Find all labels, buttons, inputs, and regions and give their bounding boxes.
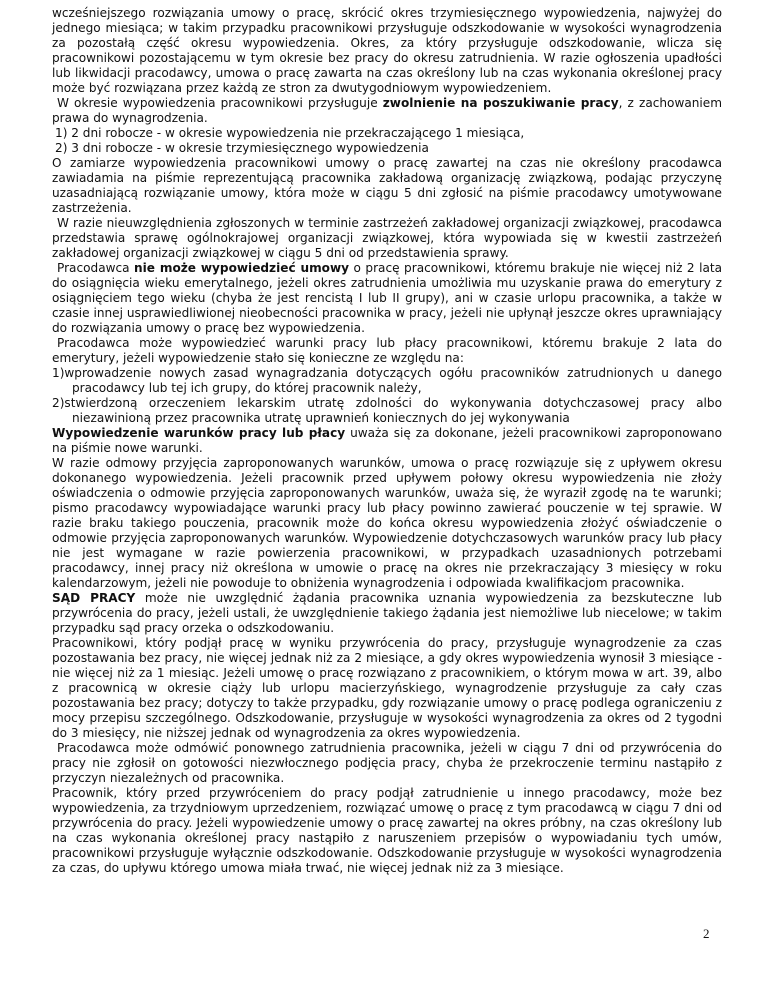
bold-term: nie może wypowiedzieć umowy bbox=[134, 261, 350, 275]
paragraph-p15 bbox=[52, 741, 722, 786]
text-run: 1)wprowadzenie nowych zasad wynagradzania dotyczących ogółu pracowników zatrudnionych u danego pracodawcy lub tej ich grupy, do której pracownik należy, bbox=[52, 366, 722, 395]
paragraph-p14 bbox=[52, 636, 722, 741]
text-run: Pracodawca może odmówić ponownego zatrudnienia pracownika, jeżeli w ciągu 7 dni od przywrócenia do pracy nie zgłosił on gotowości niezwłocznego podjęcia pracy, chyba że przekroczenie terminu nastąpiło z przyczyn niezależnych od pracownika. bbox=[52, 741, 722, 785]
paragraph-p6 bbox=[52, 216, 722, 261]
bold-term: Wypowiedzenie warunków pracy lub płacy bbox=[52, 426, 346, 440]
page-number: 2 bbox=[703, 926, 710, 941]
text-run: Pracodawca bbox=[57, 261, 135, 275]
text-run: , z zachowaniem prawa do wynagrodzenia. bbox=[52, 96, 722, 125]
paragraph-p3 bbox=[52, 126, 722, 141]
text-run: 2) 3 dni robocze - w okresie trzymiesięcznego wypowiedzenia bbox=[55, 141, 429, 155]
paragraph-p1 bbox=[52, 6, 722, 96]
bold-term: SĄD PRACY bbox=[52, 591, 136, 605]
document-body bbox=[52, 6, 722, 876]
paragraph-p4 bbox=[52, 141, 722, 156]
text-run: W razie nieuwzględnienia zgłoszonych w terminie zastrzeżeń zakładowej organizacji związkowej, pracodawca przedstawia sprawę ogólnokrajowej organizacji związkowej, która wypowiada się w kwestii zastrzeżeń zakładowej organizacji związkowej w ciągu 5 dni od przedstawienia sprawy. bbox=[52, 216, 722, 260]
paragraph-p2 bbox=[52, 96, 722, 126]
paragraph-p7 bbox=[52, 261, 722, 336]
text-run: W okresie wypowiedzenia pracownikowi przysługuje bbox=[57, 96, 383, 110]
paragraph-p16 bbox=[52, 786, 722, 876]
text-run: uważa się za dokonane, jeżeli pracownikowi zaproponowano na piśmie nowe warunki. bbox=[52, 426, 722, 455]
text-run: wcześniejszego rozwiązania umowy o pracę, skrócić okres trzymiesięcznego wypowiedzenia, najwyżej do jednego miesiąca; w takim przypadku pracownikowi przysługuje odszkodowanie w wysokości wynagrodzenia za pozostałą część okresu wypowiedzenia. Okres, za który przysługuje odszkodowanie, wlicza się pracownikowi pozostającemu w tym okresie bez pracy do okresu zatrudnienia. W razie ogłoszenia upadłości lub likwidacji pracodawcy, umowa o pracę zawarta na czas określony lub na czas wykonania określonej pracy może być rozwiązana przez każdą ze stron za dwutygodniowym wypowiedzeniem. bbox=[52, 6, 722, 95]
text-run: O zamiarze wypowiedzenia pracownikowi umowy o pracę zawartej na czas nie określony pracodawca zawiadamia na piśmie reprezentującą pracownika zakładową organizację związkową, podając przyczynę uzasadniającą rozwiązanie umowy, która może w ciągu 5 dni zgłosić na piśmie pracodawcy umotywowane zastrzeżenia. bbox=[52, 156, 722, 215]
text-run: Pracodawca może wypowiedzieć warunki pracy lub płacy pracownikowi, któremu brakuje 2 lata do emerytury, jeżeli wypowiedzenie stało się konieczne ze względu na: bbox=[52, 336, 722, 365]
paragraph-p5 bbox=[52, 156, 722, 216]
paragraph-p8 bbox=[52, 336, 722, 366]
bold-term: zwolnienie na poszukiwanie pracy bbox=[382, 96, 619, 110]
text-run: może nie uwzględnić żądania pracownika uznania wypowiedzenia za bezskuteczne lub przywrócenia do pracy, jeżeli ustali, że uwzględnienie takiego żądania jest niemożliwe lub niecelowe; w takim przypadku sąd pracy orzeka o odszkodowaniu. bbox=[52, 591, 722, 635]
paragraph-p9 bbox=[52, 366, 722, 396]
paragraph-p10 bbox=[52, 396, 722, 426]
text-run: Pracownik, który przed przywróceniem do pracy podjął zatrudnienie u innego pracodawcy, może bez wypowiedzenia, za trzydniowym uprzedzeniem, rozwiązać umowę o pracę z tym pracodawcą w ciągu 7 dni od przywrócenia do pracy. Jeżeli wypowiedzenie umowy o pracę zawartej na okres próbny, na czas określony lub na czas wykonania określonej pracy nastąpiło z naruszeniem przepisów o wypowiadaniu tych umów, pracownikowi przysługuje wyłącznie odszkodowanie. Odszkodowanie przysługuje w wysokości wynagrodzenia za czas, do upływu którego umowa miała trwać, nie więcej jednak niż za 3 miesiące. bbox=[52, 786, 722, 875]
text-run: W razie odmowy przyjęcia zaproponowanych warunków, umowa o pracę rozwiązuje się z upływem okresu dokonanego wypowiedzenia. Jeżeli pracownik przed upływem połowy okresu wypowiedzenia nie złoży oświadczenia o odmowie przyjęcia zaproponowanych warunków, uważa się, że wyraził zgodę na te warunki; pismo pracodawcy wypowiadające warunki pracy lub płacy powinno zawierać pouczenie w tej sprawie. W razie braku takiego pouczenia, pracownik może do końca okresu wypowiedzenia złożyć oświadczenie o odmowie przyjęcia zaproponowanych warunków. Wypowiedzenie dotychczasowych warunków pracy lub płacy nie jest wymagane w razie powierzenia pracownikowi, w przypadkach uzasadnionych potrzebami pracodawcy, innej pracy niż określona w umowie o pracę na okres nie przekraczający 3 miesięcy w roku kalendarzowym, jeżeli nie powoduje to obniżenia wynagrodzenia i odpowiada kwalifikacjom pracownika. bbox=[52, 456, 722, 590]
text-run: o pracę pracownikowi, któremu brakuje nie więcej niż 2 lata do osiągnięcia wieku emerytalnego, jeżeli okres zatrudnienia umożliwia mu uzyskanie prawa do emerytury z osiągnięciem tego wieku (chyba że jest rencistą I lub II grupy), ani w czasie urlopu pracownika, a także w czasie innej usprawiedliwionej nieobecności pracownika w pracy, jeżeli nie upłynął jeszcze okres uprawniający do rozwiązania umowy o pracę bez wypowiedzenia. bbox=[52, 261, 723, 335]
paragraph-p13 bbox=[52, 591, 722, 636]
paragraph-p11 bbox=[52, 426, 722, 456]
text-run: Pracownikowi, który podjął pracę w wyniku przywrócenia do pracy, przysługuje wynagrodzenie za czas pozostawania bez pracy, nie więcej jednak niż za 2 miesiące, a gdy okres wypowiedzenia wynosił 3 miesiące - nie więcej niż za 1 miesiąc. Jeżeli umowę o pracę rozwiązano z pracownikiem, o którym mowa w art. 39, albo z pracownicą w okresie ciąży lub urlopu macierzyńskiego, wynagrodzenie przysługuje za cały czas pozostawania bez pracy; dotyczy to także przypadku, gdy rozwiązanie umowy o pracę podlega ograniczeniu z mocy przepisu szczególnego. Odszkodowanie, przysługuje w wysokości wynagrodzenia za okres od 2 tygodni do 3 miesięcy, nie niższej jednak od wynagrodzenia za okres wypowiedzenia. bbox=[52, 636, 722, 740]
paragraph-p12 bbox=[52, 456, 722, 591]
text-run: 2)stwierdzoną orzeczeniem lekarskim utratę zdolności do wykonywania dotychczasowej pracy albo niezawinioną przez pracownika utratę uprawnień koniecznych do jej wykonywania bbox=[52, 396, 722, 425]
text-run: 1) 2 dni robocze - w okresie wypowiedzenia nie przekraczającego 1 miesiąca, bbox=[55, 126, 525, 140]
